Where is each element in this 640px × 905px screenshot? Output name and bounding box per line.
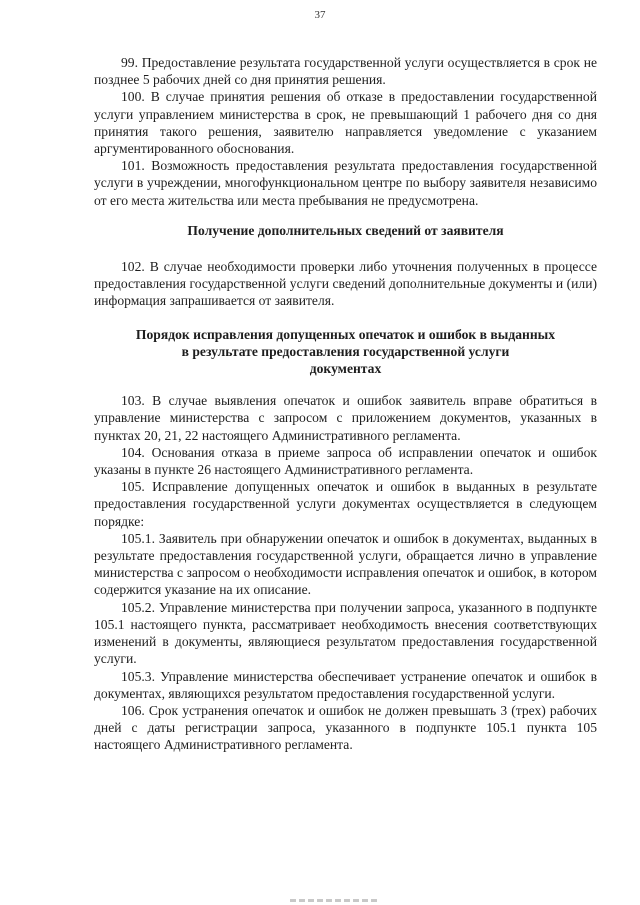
- paragraph-105-3: 105.3. Управление министерства обеспечивает устранение опечаток и ошибок в документах, являющихся результатом предоставления государственной услуги.: [94, 668, 597, 701]
- page-number: 37: [314, 9, 326, 21]
- paragraph-103: 103. В случае выявления опечаток и ошибок заявитель вправе обратиться в управление министерства с запросом с приложением документов, указанных в пунктах 20, 21, 22 настоящего Административного регламента.: [94, 393, 597, 443]
- footer-scan-mark: [290, 899, 380, 902]
- paragraph-106: 106. Срок устранения опечаток и ошибок не должен превышать 3 (трех) рабочих дней с даты регистрации запроса, указанного в подпункте 105.1 пункта 105 настоящего Административного регламента.: [94, 702, 597, 753]
- heading-line-1: Порядок исправления допущенных опечаток и ошибок в выданных: [135, 326, 556, 342]
- document-body: [94, 54, 597, 754]
- paragraph-101: 101. Возможность предоставления результата предоставления государственной услуги в учреждении, многофункциональном центре по выбору заявителя независимо от его места жительства или места пребывания не предусмотрена.: [94, 158, 597, 208]
- heading-line-3: документах: [309, 361, 382, 377]
- paragraph-99: 99. Предоставление результата государственной услуги осуществляется в срок не позднее 5 рабочих дней со дня принятия решения.: [94, 55, 597, 88]
- section-heading-corrections: [94, 326, 597, 378]
- heading-line-2: в результате предоставления государственной услуги: [181, 343, 510, 359]
- paragraph-105-1: 105.1. Заявитель при обнаружении опечаток и ошибок в документах, выданных в результате предоставления государственной услуги, обращается лично в управление министерства с запросом о необходимости исправления опечаток и ошибок, в котором содержится указание на их описание.: [94, 530, 597, 598]
- paragraph-105-2: 105.2. Управление министерства при получении запроса, указанного в подпункте 105.1 настоящего пункта, рассматривает необходимость внесения соответствующих изменений в документы, являющиеся результатом предоставления государственной услуги.: [94, 599, 597, 667]
- paragraph-100: 100. В случае принятия решения об отказе в предоставлении государственной услуги управлением министерства в срок, не превышающий 1 рабочего дня со дня принятия такого решения, заявителю направляется уведомление с указанием аргументированного обоснования.: [94, 89, 597, 157]
- paragraph-104: 104. Основания отказа в приеме запроса об исправлении опечаток и ошибок указаны в пункте 26 настоящего Административного регламента.: [94, 444, 597, 478]
- section-heading-additional-info: Получение дополнительных сведений от заявителя: [187, 222, 504, 238]
- paragraph-105: 105. Исправление допущенных опечаток и ошибок в выданных в результате предоставления государственной услуги документах осуществляется в следующем порядке:: [94, 479, 597, 529]
- paragraph-102: 102. В случае необходимости проверки либо уточнения полученных в процессе предоставления государственной услуги сведений дополнительные документы и (или) информация запрашивается от заявителя.: [94, 259, 597, 309]
